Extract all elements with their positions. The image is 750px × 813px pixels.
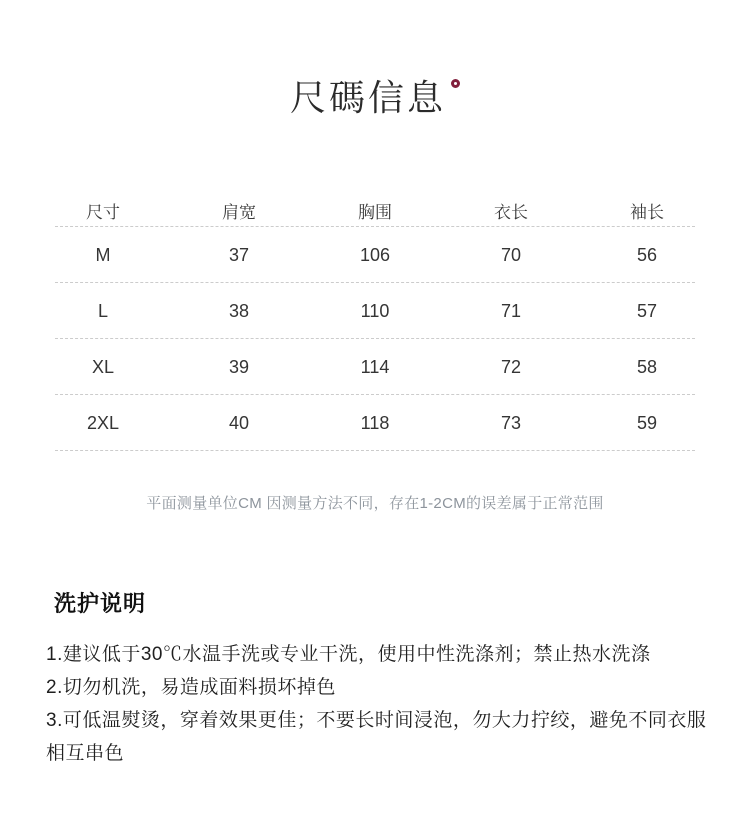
cell-sleeve: 59 [636, 412, 658, 433]
cell-size: M [95, 244, 111, 265]
cell-shoulder: 39 [228, 356, 250, 377]
wash-care-list [46, 638, 714, 770]
wash-care-item-2: 2.切勿机洗，易造成面料损坏掉色 [46, 677, 336, 698]
wash-care-item-3: 3.可低温熨烫，穿着效果更佳；不要长时间浸泡，勿大力拧绞，避免不同衣服相互串色 [46, 710, 707, 764]
size-info-title-wrap [0, 0, 750, 120]
column-header-size: 尺寸 [86, 202, 120, 222]
cell-bust: 118 [360, 412, 390, 433]
column-header-bust: 胸围 [358, 202, 392, 222]
cell-length: 71 [500, 300, 522, 321]
wash-care-heading: 洗护说明 [54, 591, 147, 616]
cell-shoulder: 40 [228, 412, 250, 433]
column-header-length: 衣长 [494, 202, 528, 222]
cell-bust: 110 [360, 300, 390, 321]
size-table-header-row [35, 193, 715, 227]
size-table [35, 193, 715, 451]
column-header-shoulder: 肩宽 [222, 202, 256, 222]
cell-bust: 106 [359, 244, 391, 265]
measurement-note: 平面测量单位CM 因测量方法不同，存在1-2CM的误差属于正常范围 [146, 495, 604, 512]
cell-bust: 114 [360, 356, 390, 377]
size-info-title: 尺碼信息 [289, 78, 446, 118]
table-row-m [35, 227, 715, 283]
table-row-2xl [35, 395, 715, 451]
cell-length: 73 [500, 412, 522, 433]
cell-sleeve: 57 [636, 300, 658, 321]
cell-length: 70 [500, 244, 522, 265]
cell-length: 72 [500, 356, 522, 377]
cell-sleeve: 58 [636, 356, 658, 377]
cell-size: 2XL [86, 412, 120, 433]
table-row-xl [35, 339, 715, 395]
table-row-l [35, 283, 715, 339]
degree-ring-icon [451, 79, 460, 88]
cell-shoulder: 37 [228, 244, 250, 265]
wash-care-section [46, 591, 710, 770]
column-header-sleeve: 袖长 [630, 202, 664, 222]
wash-care-item-1: 1.建议低于30℃水温手洗或专业干洗，使用中性洗涤剂；禁止热水洗涤 [46, 644, 651, 665]
cell-size: XL [91, 356, 115, 377]
cell-size: L [97, 300, 108, 321]
cell-shoulder: 38 [228, 300, 250, 321]
cell-sleeve: 56 [636, 244, 658, 265]
